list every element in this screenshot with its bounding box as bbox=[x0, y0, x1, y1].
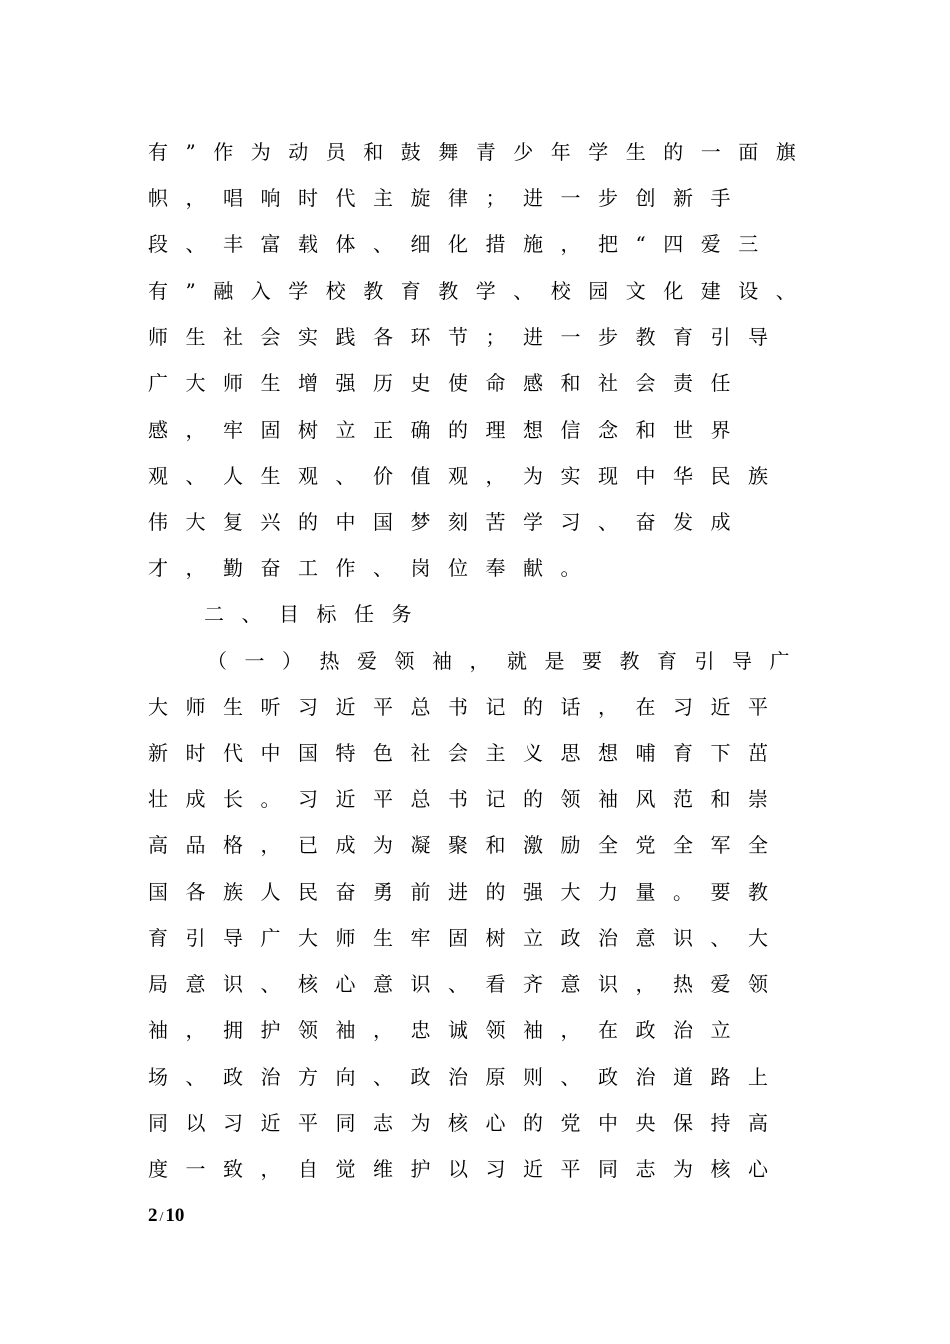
text-line: 段、丰富载体、细化措施，把“四爱三 bbox=[148, 232, 776, 256]
text-line: 感，牢固树立正确的理想信念和世界 bbox=[148, 418, 748, 442]
text-line: 高品格，已成为凝聚和激励全党全军全 bbox=[148, 833, 786, 857]
text-line: 新时代中国特色社会主义思想哺育下茁 bbox=[148, 741, 786, 765]
text-line: 度一致，自觉维护以习近平同志为核心 bbox=[148, 1157, 786, 1181]
page-current: 2 bbox=[148, 1205, 158, 1226]
text-line: 有”融入学校教育教学、校园文化建设、 bbox=[148, 279, 814, 303]
text-line: 伟大复兴的中国梦刻苦学习、奋发成 bbox=[148, 510, 748, 534]
text-line: 观、人生观、价值观，为实现中华民族 bbox=[148, 464, 786, 488]
text-line: 有”作为动员和鼓舞青少年学生的一面旗 bbox=[148, 140, 814, 164]
text-line: 师生社会实践各环节；进一步教育引导 bbox=[148, 325, 786, 349]
text-line: 局意识、核心意识、看齐意识，热爱领 bbox=[148, 972, 786, 996]
text-line: 场、政治方向、政治原则、政治道路上 bbox=[148, 1065, 786, 1089]
page-separator: / bbox=[159, 1210, 164, 1225]
text-line: 同以习近平同志为核心的党中央保持高 bbox=[148, 1111, 786, 1135]
text-line: 广大师生增强历史使命感和社会责任 bbox=[148, 371, 748, 395]
text-line: 帜，唱响时代主旋律；进一步创新手 bbox=[148, 186, 748, 210]
page-number bbox=[148, 1205, 184, 1227]
text-line: 才，勤奋工作、岗位奉献。 bbox=[148, 556, 598, 580]
section-heading: 二、目标任务 bbox=[204, 602, 429, 626]
text-line: 大师生听习近平总书记的话，在习近平 bbox=[148, 695, 786, 719]
text-line: 壮成长。习近平总书记的领袖风范和崇 bbox=[148, 787, 786, 811]
text-line: 袖，拥护领袖，忠诚领袖，在政治立 bbox=[148, 1018, 748, 1042]
text-line: 国各族人民奋勇前进的强大力量。要教 bbox=[148, 880, 786, 904]
text-line: 育引导广大师生牢固树立政治意识、大 bbox=[148, 926, 786, 950]
page-total: 10 bbox=[165, 1205, 185, 1226]
paragraph-first-line: （一）热爱领袖，就是要教育引导广 bbox=[207, 649, 807, 673]
